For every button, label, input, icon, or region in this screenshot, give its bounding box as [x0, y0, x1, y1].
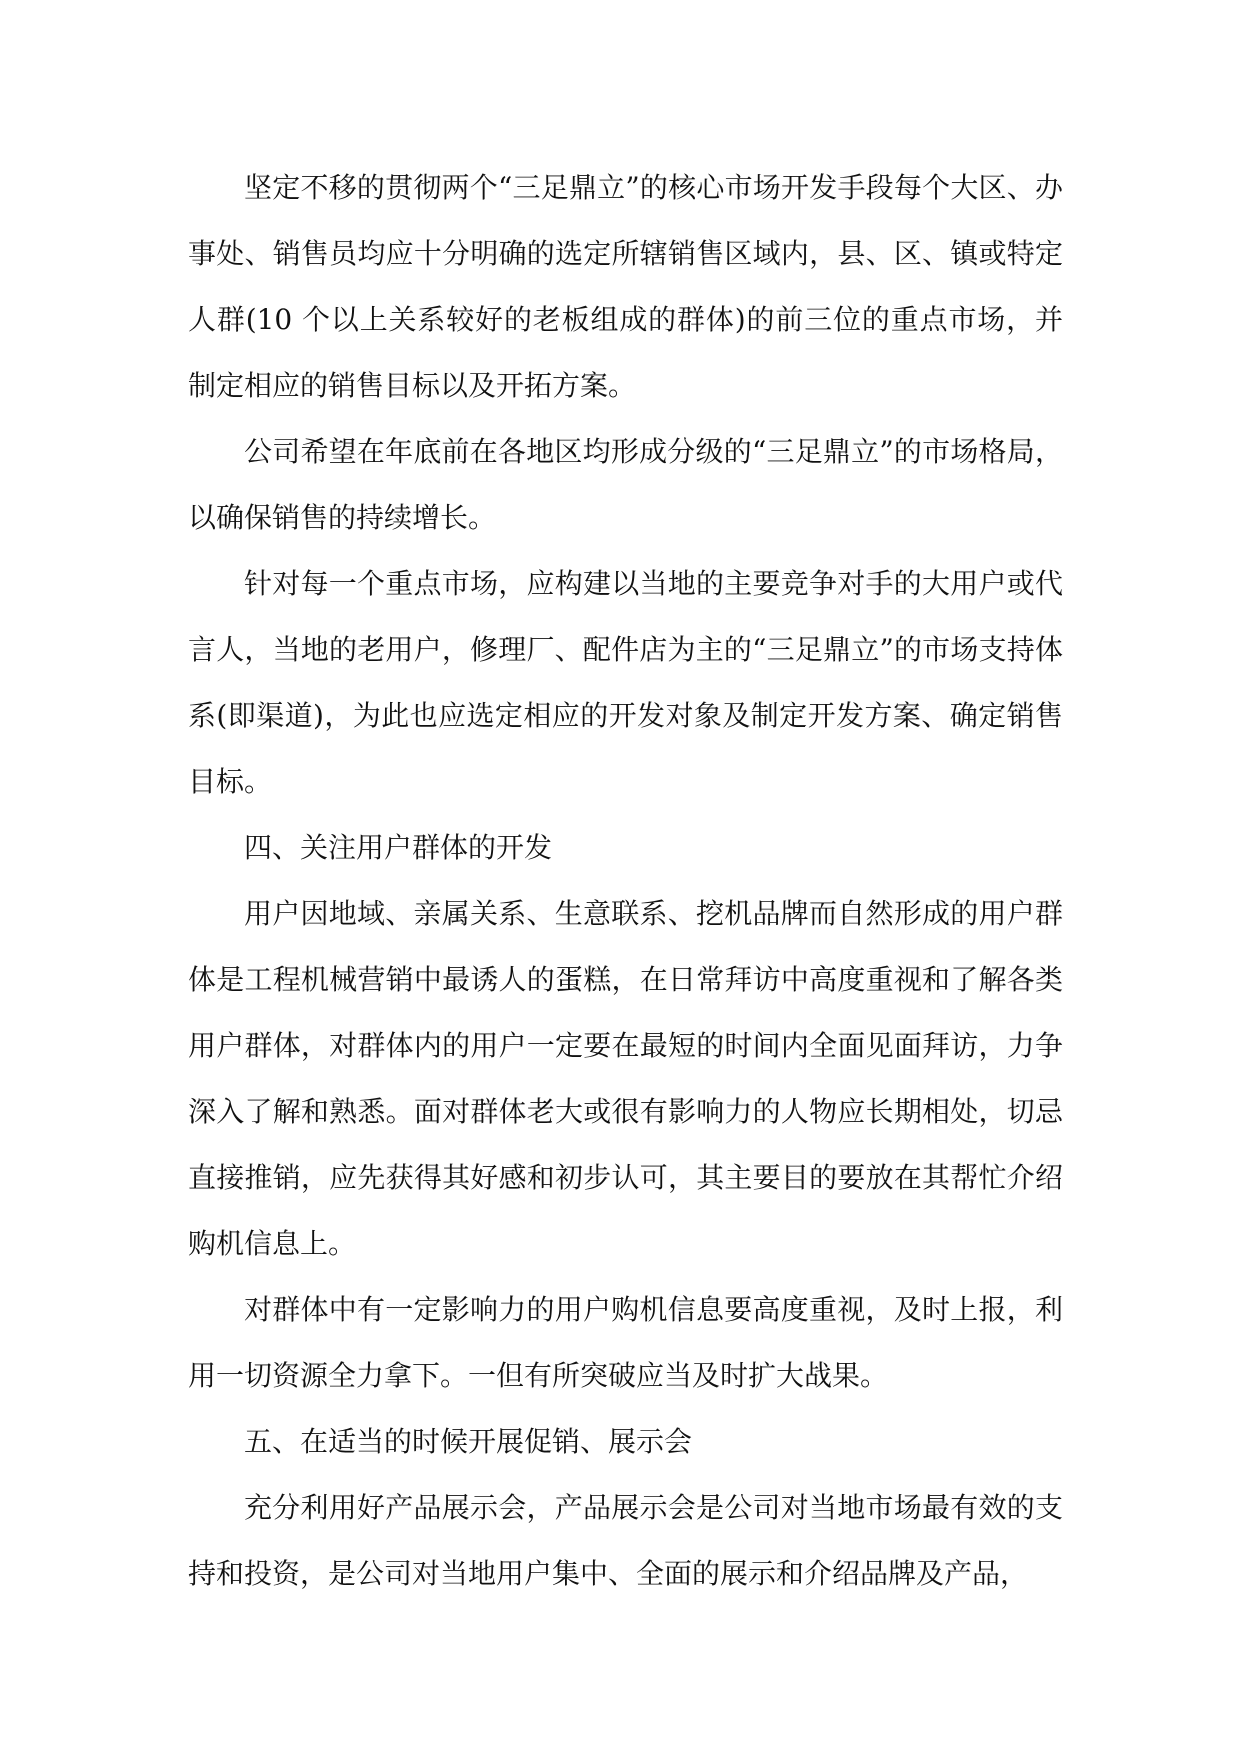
- paragraph-exhibition: 充分利用好产品展示会，产品展示会是公司对当地市场最有效的支持和投资，是公司对当地用户集中、全面的展示和介绍品牌及产品，: [188, 1491, 1063, 1590]
- paragraph-purchase-info: 对群体中有一定影响力的用户购机信息要高度重视，及时上报，利用一切资源全力拿下。一但有所突破应当及时扩大战果。: [188, 1293, 1063, 1392]
- paragraph-market-pattern: 公司希望在年底前在各地区均形成分级的“三足鼎立”的市场格局，以确保销售的持续增长。: [188, 435, 1063, 534]
- section-heading-promotion: 五、在适当的时候开展促销、展示会: [244, 1425, 693, 1458]
- document-body: [188, 155, 1063, 1607]
- section-heading-user-groups: 四、关注用户群体的开发: [244, 831, 553, 864]
- paragraph-core-market: 坚定不移的贯彻两个“三足鼎立”的核心市场开发手段每个大区、办事处、销售员均应十分明确的选定所辖销售区域内，县、区、镇或特定人群(10 个以上关系较好的老板组成的群体)的前三位的重点市场，并制定相应的销售目标以及开拓方案。: [188, 171, 1063, 402]
- paragraph-user-groups: 用户因地域、亲属关系、生意联系、挖机品牌而自然形成的用户群体是工程机械营销中最诱人的蛋糕，在日常拜访中高度重视和了解各类用户群体，对群体内的用户一定要在最短的时间内全面见面拜访，力争深入了解和熟悉。面对群体老大或很有影响力的人物应长期相处，切忌直接推销，应先获得其好感和初步认可，其主要目的要放在其帮忙介绍购机信息上。: [188, 897, 1063, 1260]
- paragraph-support-system: 针对每一个重点市场，应构建以当地的主要竞争对手的大用户或代言人，当地的老用户，修理厂、配件店为主的“三足鼎立”的市场支持体系(即渠道)，为此也应选定相应的开发对象及制定开发方案、确定销售目标。: [188, 567, 1063, 798]
